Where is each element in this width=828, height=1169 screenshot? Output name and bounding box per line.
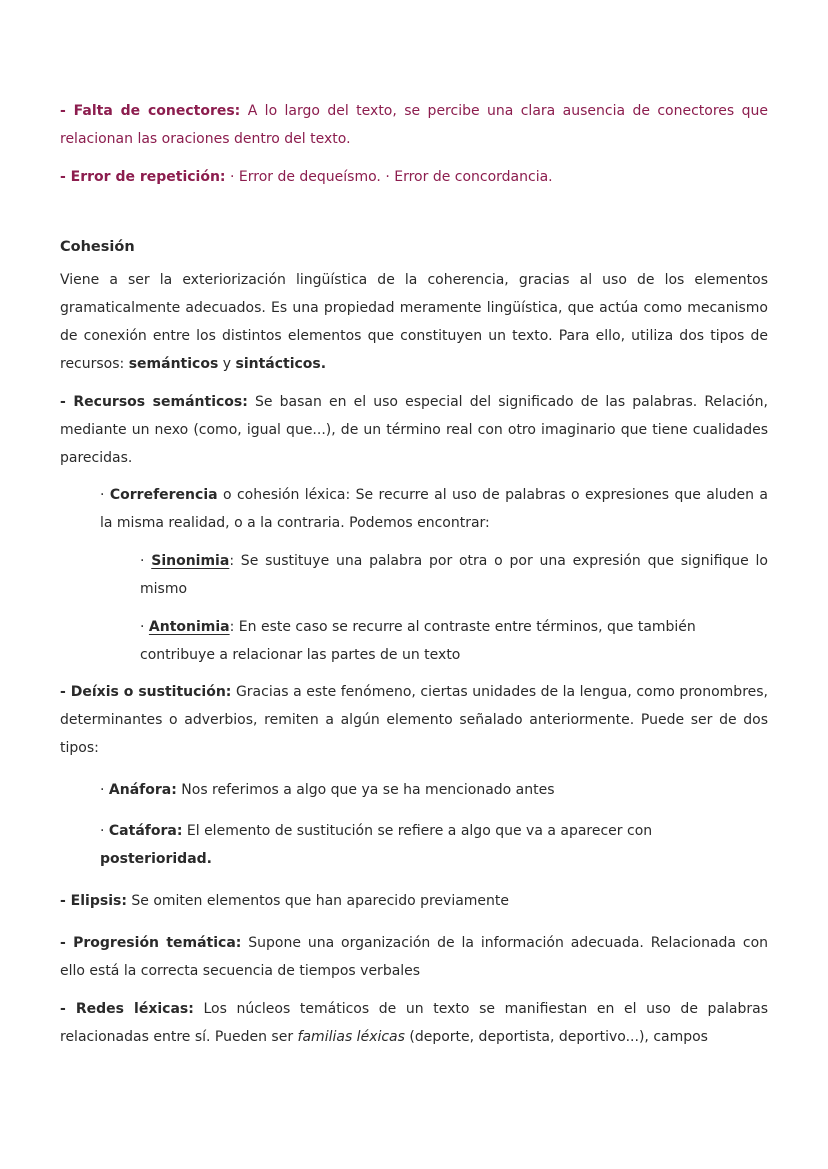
correferencia-item (100, 481, 768, 537)
anafora-text: Nos referimos a algo que ya se ha mencionado antes (176, 782, 555, 798)
intro-text: Viene a ser la exteriorización lingüística de la coherencia, gracias al uso de los elementos gramaticalmente adecuados. Es una propiedad meramente lingüística, que actúa como mecanismo de conexión entre los distintos elementos que constituyen un texto. Para ello, utiliza dos tipos de recursos: (60, 272, 768, 372)
anafora-label: Anáfora: (108, 782, 177, 798)
sinonimia-bullet: · (140, 553, 152, 569)
intro-sintacticos: sintácticos. (235, 356, 327, 372)
catafora-text: El elemento de sustitución se refiere a algo que va a aparecer con (182, 823, 653, 839)
recursos-semanticos-text: Se basan en el uso especial del significado de las palabras. Relación, mediante un nexo (como, igual que...), de un término real con otro imaginario que tiene cualidades parecidas. (60, 394, 768, 466)
redes-text: Los núcleos temáticos de un texto se manifiestan en el uso de palabras relacionadas entre sí. Pueden ser (60, 1001, 769, 1045)
error-repeticion (60, 163, 768, 191)
section-heading-cohesion: Cohesión (60, 239, 135, 255)
error-conectores-label: - Falta de conectores: (60, 103, 241, 119)
correferencia-bullet: · (100, 487, 110, 503)
antonimia-label: Antonimia (148, 619, 230, 635)
sinonimia-label: Sinonimia (151, 553, 230, 569)
redes-tail: (deporte, deportista, deportivo...), campos (404, 1029, 708, 1045)
redes-lexicas-paragraph (60, 995, 768, 1051)
recursos-semanticos-label: - Recursos semánticos: (60, 394, 248, 410)
catafora-item (100, 817, 660, 873)
progresion-label: - Progresión temática: (60, 935, 242, 951)
recursos-semanticos-paragraph (60, 388, 768, 472)
catafora-bullet: · (100, 823, 109, 839)
deixis-label: - Deíxis o sustitución: (60, 684, 232, 700)
cohesion-intro-paragraph (60, 266, 768, 378)
antonimia-item (140, 613, 768, 669)
elipsis-paragraph (60, 887, 768, 915)
error-repeticion-text: · Error de dequeísmo. · Error de concordancia. (225, 169, 553, 185)
anafora-item (100, 776, 768, 804)
error-falta-conectores (60, 97, 768, 153)
elipsis-label: - Elipsis: (60, 893, 127, 909)
redes-italic: familias léxicas (297, 1029, 405, 1045)
error-repeticion-label: - Error de repetición: (60, 169, 226, 185)
sinonimia-text: : Se sustituye una palabra por otra o por una expresión que signifique lo mismo (140, 553, 768, 597)
sinonimia-item (140, 547, 768, 603)
catafora-label: Catáfora: (108, 823, 183, 839)
anafora-bullet: · (100, 782, 109, 798)
catafora-end: posterioridad. (100, 851, 212, 867)
antonimia-bullet: · (140, 619, 149, 635)
redes-label: - Redes léxicas: (60, 1001, 194, 1017)
deixis-text: Gracias a este fenómeno, ciertas unidades de la lengua, como pronombres, determinantes o adverbios, remiten a algún elemento señalado anteriormente. Puede ser de dos tipos: (60, 684, 768, 756)
correferencia-text: o cohesión léxica: Se recurre al uso de palabras o expresiones que aluden a la misma realidad, o a la contraria. Podemos encontrar: (100, 487, 768, 531)
correferencia-label: Correferencia (109, 487, 218, 503)
antonimia-text: : En este caso se recurre al contraste entre términos, que también contribuye a relacionar las partes de un texto (140, 619, 696, 663)
intro-semanticos: semánticos (128, 356, 219, 372)
progresion-text: Supone una organización de la información adecuada. Relacionada con ello está la correcta secuencia de tiempos verbales (60, 935, 769, 979)
error-conectores-text: A lo largo del texto, se percibe una clara ausencia de conectores que relacionan las oraciones dentro del texto. (60, 103, 768, 147)
deixis-paragraph (60, 678, 768, 762)
elipsis-text: Se omiten elementos que han aparecido previamente (126, 893, 510, 909)
intro-y: y (218, 356, 236, 372)
progresion-tematica-paragraph (60, 929, 768, 985)
